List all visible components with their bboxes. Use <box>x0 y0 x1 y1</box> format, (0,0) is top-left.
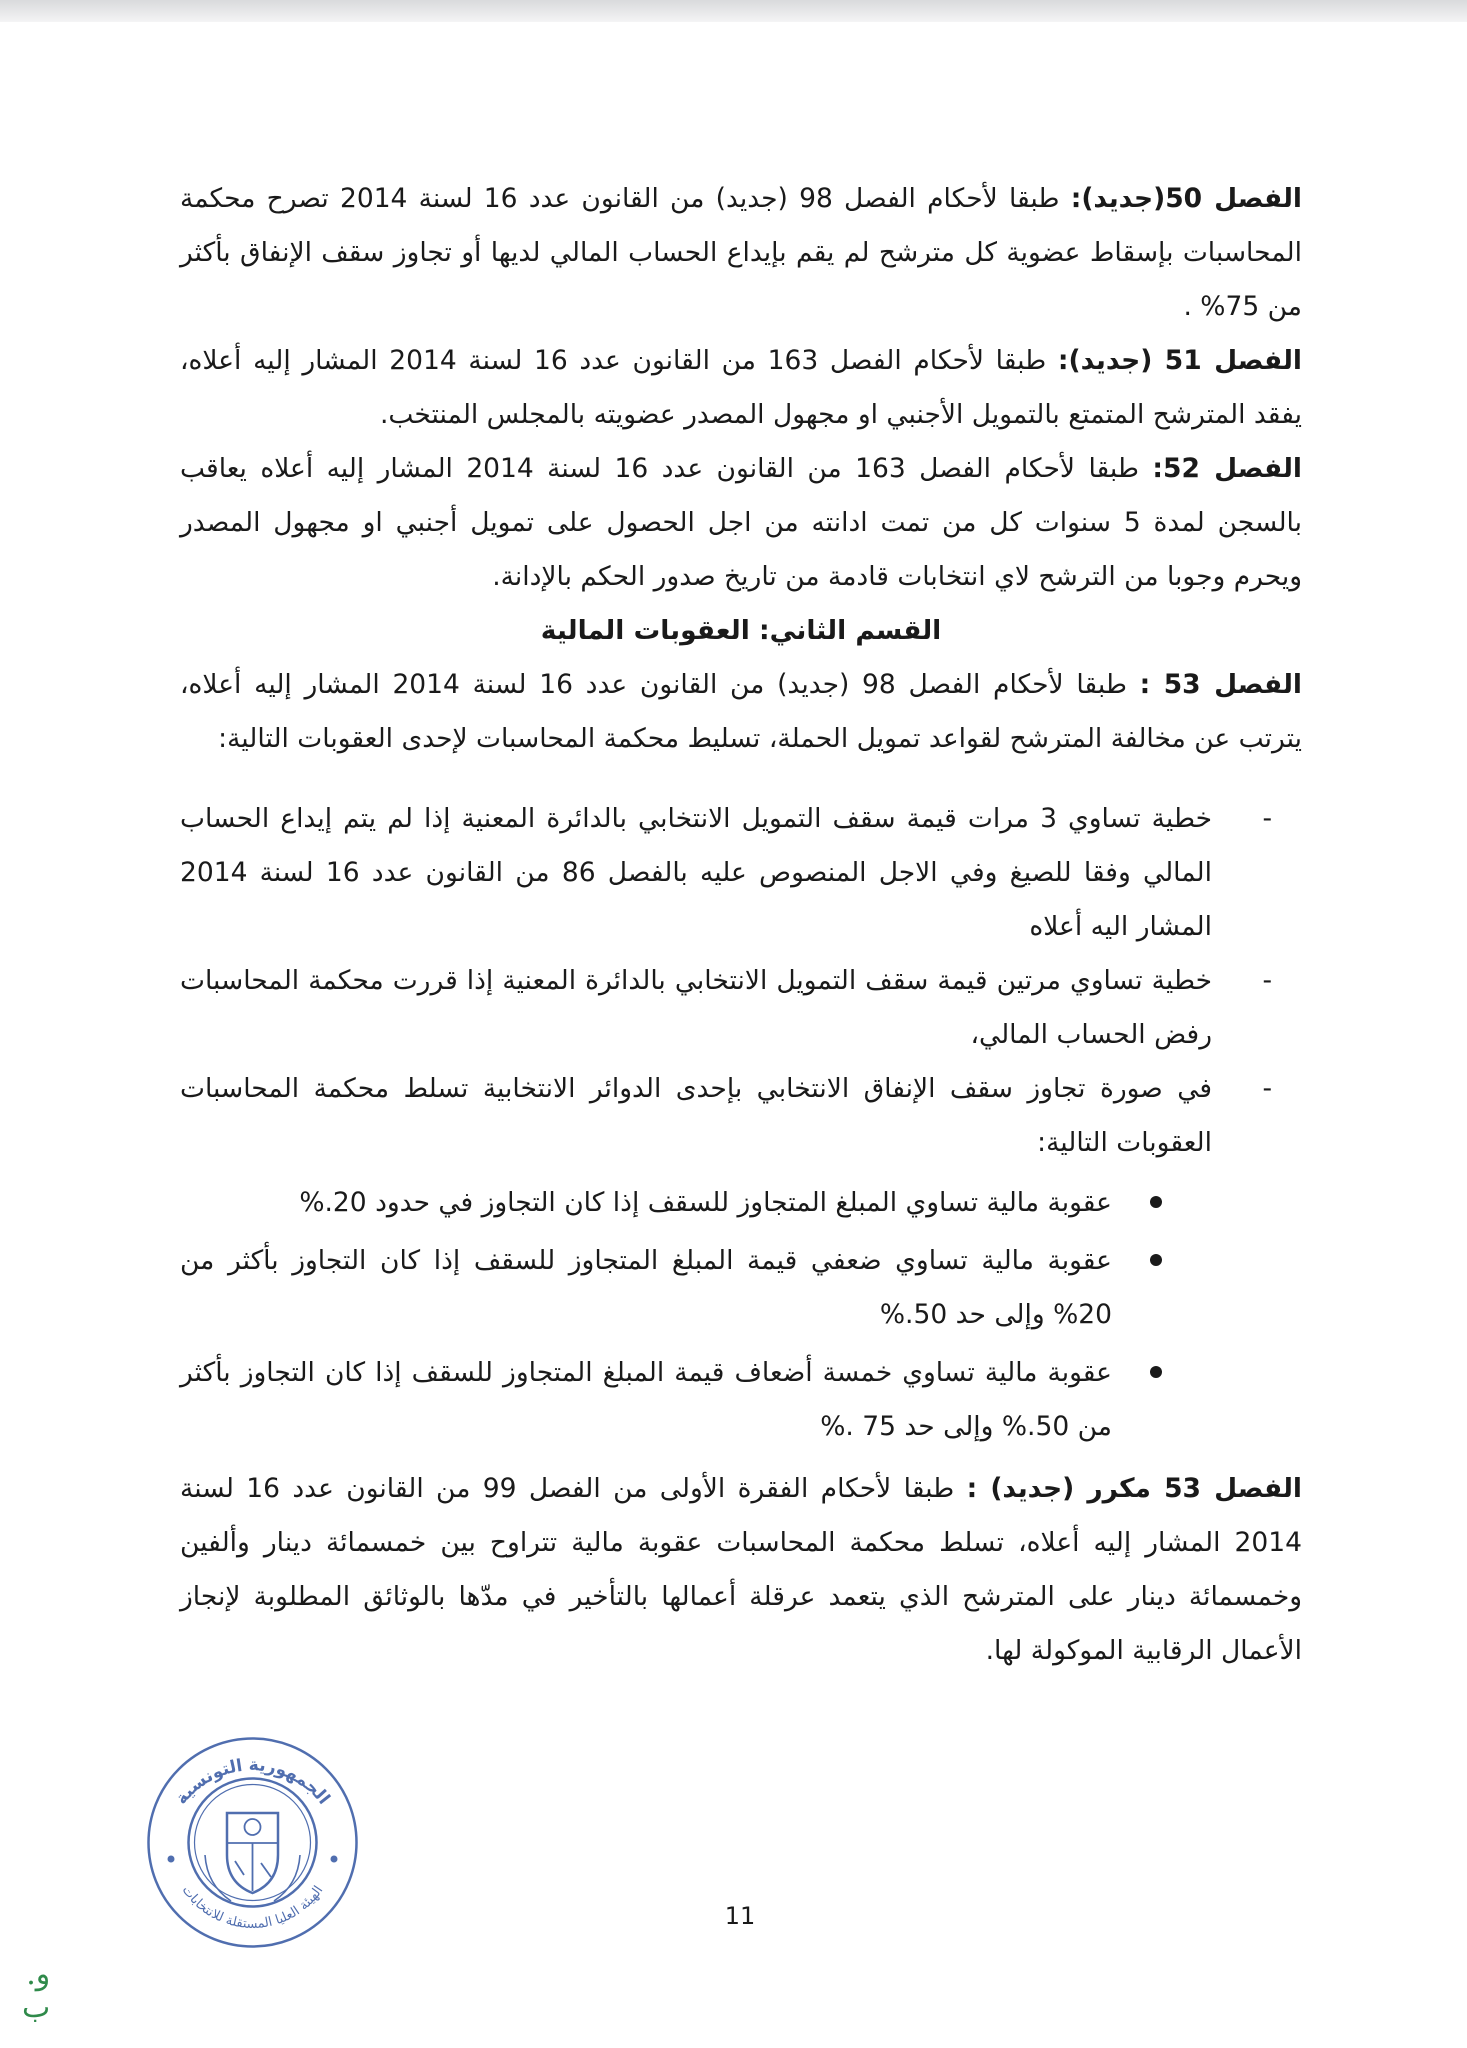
article-52-label: الفصل 52: <box>1152 453 1302 484</box>
page-number: 11 <box>724 1902 756 1930</box>
bullet-dot-icon <box>1150 1254 1162 1266</box>
bullet-item-text: عقوبة مالية تساوي خمسة أضعاف قيمة المبلغ المتجاوز للسقف إذا كان التجاوز بأكثر من 50.% وإلى حد 75 .% <box>180 1357 1112 1442</box>
list-item-text: خطية تساوي مرتين قيمة سقف التمويل الانتخابي بالدائرة المعنية إذا قررت محكمة المحاسبات رفض الحساب المالي، <box>180 965 1212 1050</box>
bullet-item <box>180 1176 1302 1230</box>
article-50-text: طبقا لأحكام الفصل 98 (جديد) من القانون عدد 16 لسنة 2014 تصرح محكمة المحاسبات بإسقاط عضوية كل مترشح لم يقم بإيداع الحساب المالي لديها أو تجاوز سقف الإنفاق بأكثر من 75% . <box>180 183 1302 322</box>
spacer <box>180 766 1302 792</box>
bullet-item <box>180 1234 1302 1342</box>
article-53 <box>180 658 1302 766</box>
article-53-bis-label: الفصل 53 مكرر (جديد) : <box>966 1473 1302 1504</box>
dash-marker: - <box>1262 803 1272 834</box>
article-53-text: طبقا لأحكام الفصل 98 (جديد) من القانون عدد 16 لسنة 2014 المشار إليه أعلاه، يترتب عن مخالفة المترشح لقواعد تمويل الحملة، تسليط محكمة المحاسبات لإحدى العقوبات التالية: <box>180 669 1302 754</box>
list-item <box>180 1062 1302 1170</box>
scan-top-edge <box>0 0 1467 22</box>
article-52 <box>180 442 1302 604</box>
dash-marker: - <box>1262 1073 1272 1104</box>
article-53-label: الفصل 53 : <box>1139 669 1302 700</box>
document-page <box>180 172 1302 1678</box>
article-50 <box>180 172 1302 334</box>
list-item-text: خطية تساوي 3 مرات قيمة سقف التمويل الانتخابي بالدائرة المعنية إذا لم يتم إيداع الحساب المالي وفقا للصيغ وفي الاجل المنصوص عليه بالفصل 86 من القانون عدد 16 لسنة 2014 المشار اليه أعلاه <box>180 803 1212 942</box>
bullet-item <box>180 1346 1302 1454</box>
section-title: القسم الثاني: العقوبات المالية <box>540 615 942 646</box>
official-seal-icon <box>145 1735 360 1950</box>
bullet-dot-icon <box>1150 1196 1162 1208</box>
bullet-dot-icon <box>1150 1366 1162 1378</box>
article-51-label: الفصل 51 (جديد): <box>1057 345 1303 376</box>
article-51 <box>180 334 1302 442</box>
bullet-item-text: عقوبة مالية تساوي المبلغ المتجاوز للسقف إذا كان التجاوز في حدود 20.% <box>299 1187 1112 1218</box>
article-50-label: الفصل 50(جديد): <box>1070 183 1302 214</box>
list-item-text: في صورة تجاوز سقف الإنفاق الانتخابي بإحدى الدوائر الانتخابية تسلط محكمة المحاسبات العقوبات التالية: <box>180 1073 1212 1158</box>
penalty-list <box>180 792 1302 1170</box>
article-53-bis <box>180 1462 1302 1678</box>
seal-bottom-text: الهيئة العليا المستقلة للانتخابات <box>178 1883 327 1932</box>
bullet-list <box>180 1176 1302 1454</box>
article-51-text: طبقا لأحكام الفصل 163 من القانون عدد 16 لسنة 2014 المشار إليه أعلاه، يفقد المترشح المتمتع بالتمويل الأجنبي او مجهول المصدر عضويته بالمجلس المنتخب. <box>180 345 1302 430</box>
list-item <box>180 954 1302 1062</box>
margin-initials: و. ب <box>22 1957 51 2025</box>
list-item <box>180 792 1302 954</box>
dash-marker: - <box>1262 965 1272 996</box>
bullet-item-text: عقوبة مالية تساوي ضعفي قيمة المبلغ المتجاوز للسقف إذا كان التجاوز بأكثر من 20% وإلى حد 50.% <box>180 1245 1112 1330</box>
article-53-bis-text: طبقا لأحكام الفقرة الأولى من الفصل 99 من القانون عدد 16 لسنة 2014 المشار إليه أعلاه، تسلط محكمة المحاسبات عقوبة مالية تتراوح بين خمسمائة دينار وألفين وخمسمائة دينار على المترشح الذي يتعمد عرقلة أعمالها بالتأخير في مدّها بالوثائق المطلوبة لإنجاز الأعمال الرقابية الموكولة لها. <box>180 1473 1302 1666</box>
seal-top-text: الجمهورية التونسية <box>171 1755 334 1809</box>
article-52-text: طبقا لأحكام الفصل 163 من القانون عدد 16 لسنة 2014 المشار إليه أعلاه يعاقب بالسجن لمدة 5 سنوات كل من تمت ادانته من اجل الحصول على تمويل أجنبي او مجهول المصدر ويحرم وجوبا من الترشح لاي انتخابات قادمة من تاريخ صدور الحكم بالإدانة. <box>180 453 1303 592</box>
svg-text:الجمهورية التونسية <box>172 1755 334 1808</box>
